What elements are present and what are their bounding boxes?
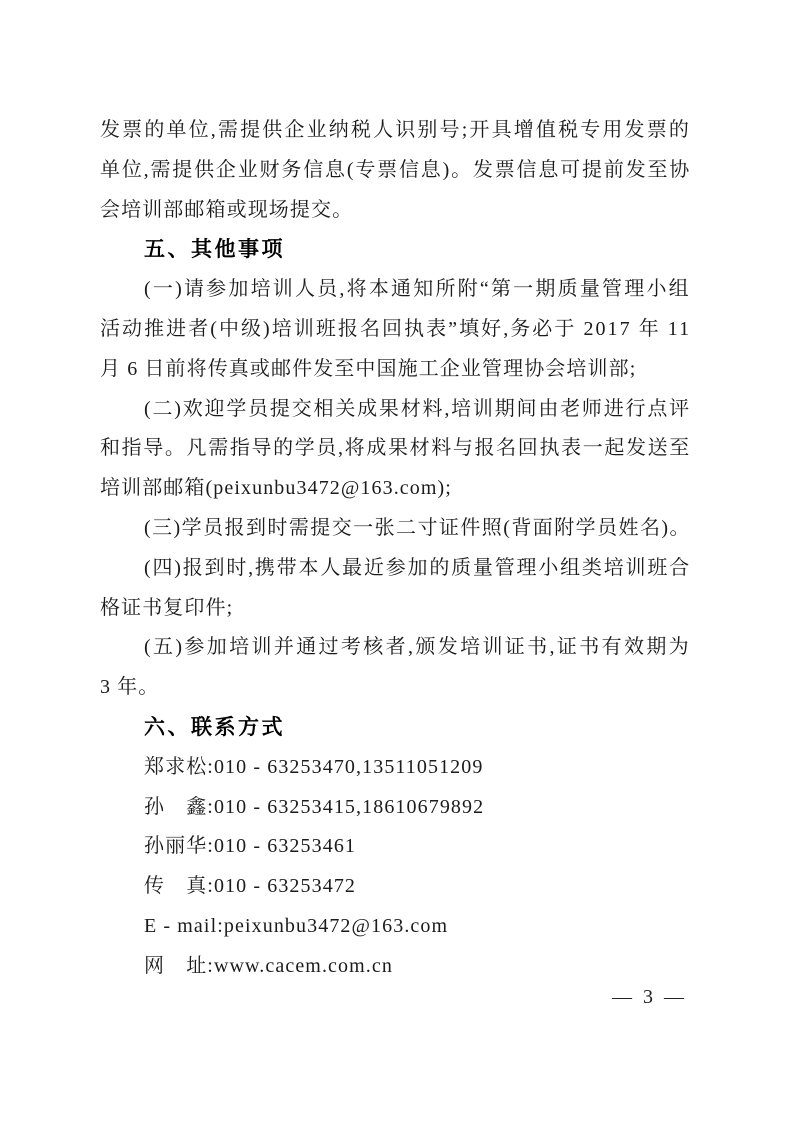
text-line: 会培训部邮箱或现场提交。 bbox=[100, 198, 354, 221]
text-line: 月 6 日前将传真或邮件发至中国施工企业管理协会培训部; bbox=[100, 357, 637, 380]
contact-line: 孙 鑫:010 - 63253415,18610679892 bbox=[144, 795, 485, 818]
text-line: (五)参加培训并通过考核者,颁发培训证书,证书有效期为 bbox=[144, 636, 692, 659]
text-line: 活动推进者(中级)培训班报名回执表”填好,务必于 2017 年 11 bbox=[100, 317, 692, 340]
page-number: — 3 — bbox=[612, 986, 687, 1008]
document-body bbox=[100, 111, 691, 987]
text-line: 3 年。 bbox=[100, 676, 160, 699]
text-line: 培训部邮箱(peixunbu3472@163.com); bbox=[100, 477, 452, 500]
text-line: 和指导。凡需指导的学员,将成果材料与报名回执表一起发送至 bbox=[100, 437, 691, 460]
text-line: 格证书复印件; bbox=[100, 596, 234, 619]
contact-line: 网 址:www.cacem.com.cn bbox=[144, 954, 393, 977]
text-line: (四)报到时,携带本人最近参加的质量管理小组类培训班合 bbox=[144, 556, 691, 579]
contact-line: 孙丽华:010 - 63253461 bbox=[144, 835, 357, 858]
text-line: (三)学员报到时需提交一张二寸证件照(背面附学员姓名)。 bbox=[144, 516, 691, 539]
contact-line: 郑求松:010 - 63253470,13511051209 bbox=[144, 755, 484, 778]
text-line: (一)请参加培训人员,将本通知所附“第一期质量管理小组 bbox=[144, 278, 691, 301]
text-line: 发票的单位,需提供企业纳税人识别号;开具增值税专用发票的 bbox=[100, 119, 692, 141]
text-line: (二)欢迎学员提交相关成果材料,培训期间由老师进行点评 bbox=[144, 397, 691, 420]
contact-line: 传 真:010 - 63253472 bbox=[144, 875, 357, 898]
contact-line: E - mail:peixunbu3472@163.com bbox=[144, 914, 449, 937]
section-heading: 五、其他事项 bbox=[144, 238, 285, 262]
text-line: 单位,需提供企业财务信息(专票信息)。发票信息可提前发至协 bbox=[100, 158, 692, 181]
section-heading: 六、联系方式 bbox=[144, 715, 285, 739]
